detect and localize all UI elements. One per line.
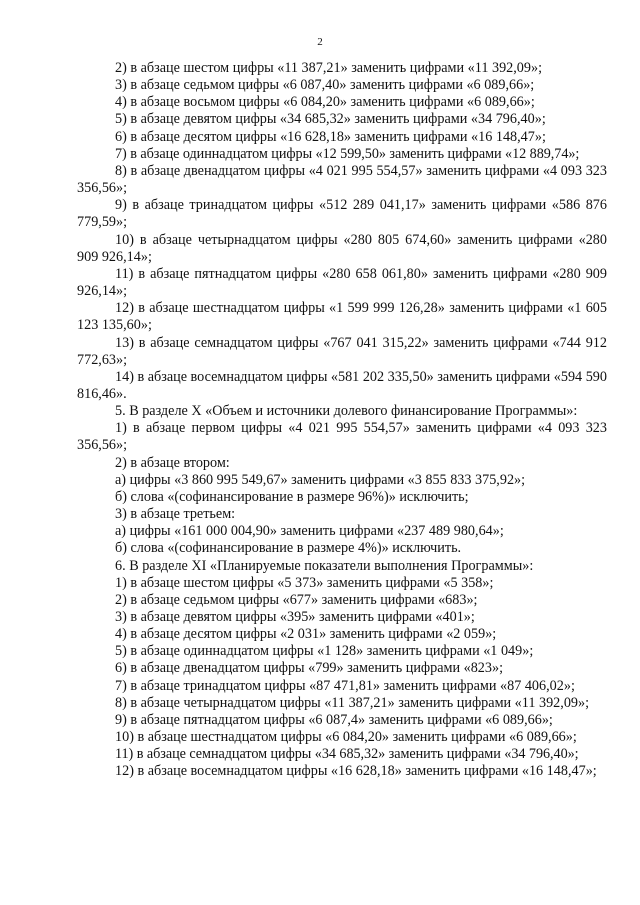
amendment-paragraph: 2) в абзаце втором: <box>115 454 230 471</box>
amendment-paragraph: 9) в абзаце тринадцатом цифры «512 289 041,17» заменить цифрами «586 876 779,59»; <box>77 197 607 231</box>
amendment-paragraph: 13) в абзаце семнадцатом цифры «767 041 315,22» заменить цифрами «744 912 772,63»; <box>77 334 607 368</box>
amendment-paragraph: 10) в абзаце шестнадцатом цифры «6 084,20» заменить цифрами «6 089,66»; <box>115 729 577 746</box>
amendment-paragraph: 10) в абзаце четырнадцатом цифры «280 805 674,60» заменить цифрами «280 909 926,14»; <box>77 231 607 265</box>
amendment-paragraph: 6) в абзаце десятом цифры «16 628,18» заменить цифрами «16 148,47»; <box>115 128 546 145</box>
section-heading-paragraph: 6. В разделе XI «Планируемые показатели выполнения Программы»: <box>115 557 534 574</box>
page-number: 2 <box>317 36 323 48</box>
amendment-paragraph: 2) в абзаце шестом цифры «11 387,21» заменить цифрами «11 392,09»; <box>115 60 543 76</box>
amendment-paragraph: 9) в абзаце пятнадцатом цифры «6 087,4» заменить цифрами «6 089,66»; <box>115 711 553 728</box>
amendment-paragraph: 5) в абзаце одиннадцатом цифры «1 128» заменить цифрами «1 049»; <box>115 643 534 660</box>
amendment-paragraph: б) слова «(софинансирование в размере 96%)» исключить; <box>115 488 469 505</box>
amendment-paragraph: 12) в абзаце восемнадцатом цифры «16 628,18» заменить цифрами «16 148,47»; <box>115 763 597 780</box>
amendment-paragraph: 11) в абзаце пятнадцатом цифры «280 658 061,80» заменить цифрами «280 909 926,14»; <box>77 265 607 300</box>
amendment-paragraph: 3) в абзаце третьем: <box>115 506 236 523</box>
amendment-paragraph: 1) в абзаце первом цифры «4 021 995 554,57» заменить цифрами «4 093 323 356,56»; <box>77 420 607 454</box>
amendment-paragraph: 6) в абзаце двенадцатом цифры «799» заменить цифрами «823»; <box>115 660 504 677</box>
amendment-paragraph: 3) в абзаце девятом цифры «395» заменить цифрами «401»; <box>115 609 475 625</box>
amendment-paragraph: а) цифры «3 860 995 549,67» заменить цифрами «3 855 833 375,92»; <box>115 471 526 488</box>
amendment-paragraph: 3) в абзаце седьмом цифры «6 087,40» заменить цифрами «6 089,66»; <box>115 77 535 94</box>
amendment-paragraph: 8) в абзаце двенадцатом цифры «4 021 995 554,57» заменить цифрами «4 093 323 356,56»; <box>77 162 607 197</box>
amendment-paragraph: 7) в абзаце тринадцатом цифры «87 471,81» заменить цифрами «87 406,02»; <box>115 677 575 694</box>
amendment-paragraph: 14) в абзаце восемнадцатом цифры «581 202 335,50» заменить цифрами «594 590 816,46». <box>77 368 607 402</box>
amendment-paragraph: 4) в абзаце восьмом цифры «6 084,20» заменить цифрами «6 089,66»; <box>115 94 535 111</box>
amendment-paragraph: 12) в абзаце шестнадцатом цифры «1 599 999 126,28» заменить цифрами «1 605 123 135,60»; <box>77 300 607 334</box>
amendment-paragraph: 8) в абзаце четырнадцатом цифры «11 387,21» заменить цифрами «11 392,09»; <box>115 694 590 711</box>
section-heading-paragraph: 5. В разделе X «Объем и источники долевого финансирование Программы»: <box>115 403 578 420</box>
document-body <box>77 60 607 781</box>
amendment-paragraph: 7) в абзаце одиннадцатом цифры «12 599,50» заменить цифрами «12 889,74»; <box>115 145 580 162</box>
amendment-paragraph: б) слова «(софинансирование в размере 4%)» исключить. <box>115 540 462 557</box>
amendment-paragraph: 2) в абзаце седьмом цифры «677» заменить цифрами «683»; <box>115 591 478 608</box>
amendment-paragraph: 1) в абзаце шестом цифры «5 373» заменить цифрами «5 358»; <box>115 574 494 591</box>
amendment-paragraph: 5) в абзаце девятом цифры «34 685,32» заменить цифрами «34 796,40»; <box>115 111 546 128</box>
amendment-paragraph: 11) в абзаце семнадцатом цифры «34 685,32» заменить цифрами «34 796,40»; <box>115 746 579 763</box>
amendment-paragraph: а) цифры «161 000 004,90» заменить цифрами «237 489 980,64»; <box>115 523 504 540</box>
amendment-paragraph: 4) в абзаце десятом цифры «2 031» заменить цифрами «2 059»; <box>115 626 497 643</box>
